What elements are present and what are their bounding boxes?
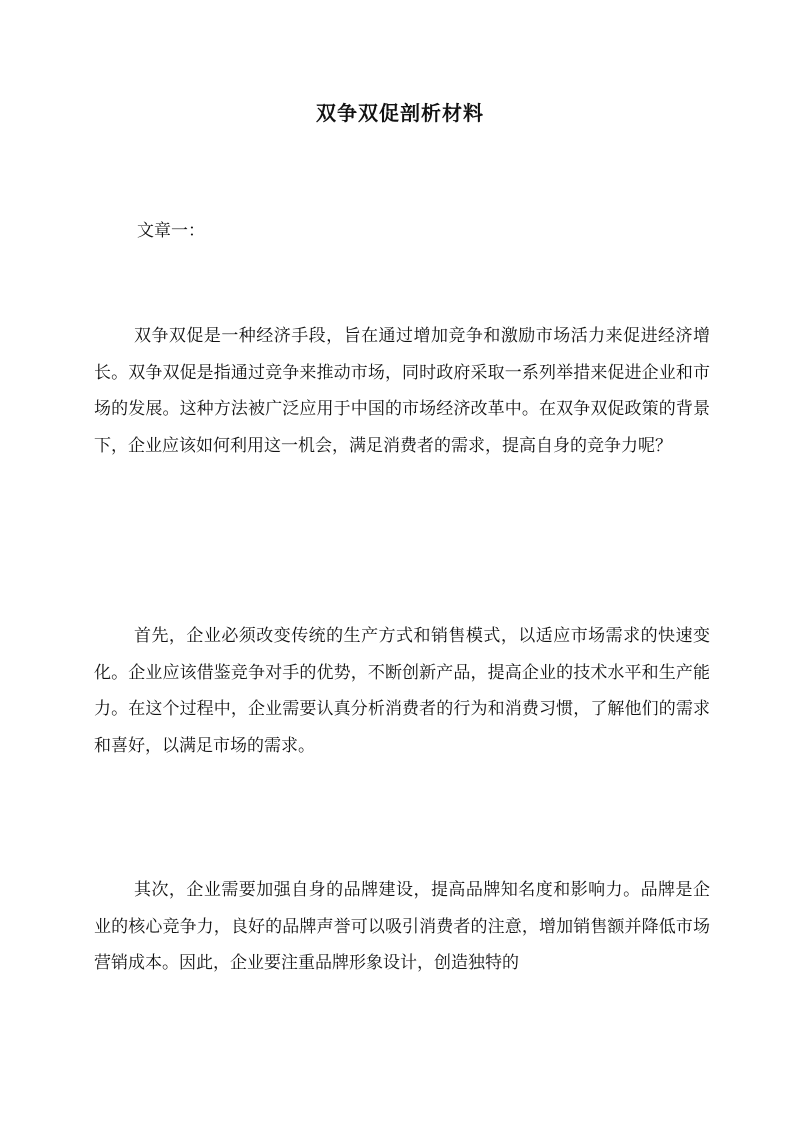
section-label: 文章一：	[137, 221, 205, 241]
paragraph-1: 双争双促是一种经济手段，旨在通过增加竞争和激励市场活力来促进经济增长。双争双促是指通过竞争来推动市场，同时政府采取一系列举措来促进企业和市场的发展。这种方法被广泛应用于中国的市场经济改革中。在双争双促政策的背景下，企业应该如何利用这一机会，满足消费者的需求，提高自身的竞争力呢？	[94, 326, 710, 456]
paragraph-3: 其次，企业需要加强自身的品牌建设，提高品牌知名度和影响力。品牌是企业的核心竞争力，良好的品牌声誉可以吸引消费者的注意，增加销售额并降低市场营销成本。因此，企业要注重品牌形象设计，创造独特的	[94, 880, 710, 973]
paragraph-2: 首先，企业必须改变传统的生产方式和销售模式，以适应市场需求的快速变化。企业应该借鉴竞争对手的优势，不断创新产品，提高企业的技术水平和生产能力。在这个过程中，企业需要认真分析消费者的行为和消费习惯，了解他们的需求和喜好，以满足市场的需求。	[94, 626, 710, 756]
document-title: 双争双促剖析材料	[316, 101, 484, 125]
